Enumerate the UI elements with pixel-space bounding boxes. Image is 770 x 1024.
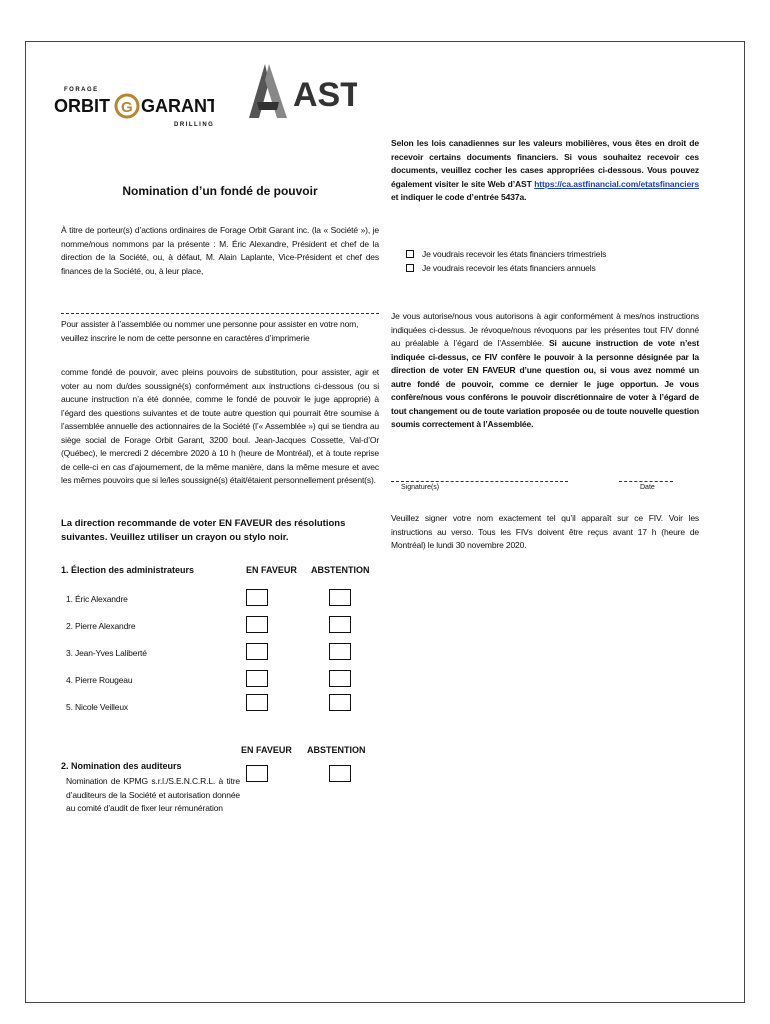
orbit-logo-right: GARANT [141, 96, 214, 116]
checkbox-quarterly-row[interactable] [406, 248, 706, 262]
signature-line[interactable] [391, 481, 568, 482]
nominee-5: 5. Nicole Veilleux [66, 702, 129, 712]
checkbox-annual-row[interactable] [406, 262, 706, 276]
section2-col-for: EN FAVEUR [241, 745, 292, 755]
section2-col-abstain: ABSTENTION [307, 745, 366, 755]
assist-note: Pour assister à l’assemblée ou nommer une personne pour assister en votre nom, veuillez inscrire le nom de cette personne en caractères d’imprimerie [61, 319, 359, 343]
section1-title: 1. Élection des administrateurs [61, 565, 195, 575]
nominee-2: 2. Pierre Alexandre [66, 621, 136, 631]
sign-note: Veuillez signer votre nom exactement tel qu’il apparaît sur ce FIV. Voir les instructions au verso. Tous les FIVs doivent être reçus avant 17 h (heure de Montréal) le lundi 30 novembre 2020. [391, 513, 699, 550]
nominee-5-abstain-box[interactable] [329, 694, 351, 711]
nominee-3-abstain-box[interactable] [329, 643, 351, 660]
financial-docs-text: Selon les lois canadiennes sur les valeurs mobilières, vous êtes en droit de recevoir certains documents financiers. Si vous souhaitez recevoir ces documents, veuillez cocher les cases appropriées ci-dessous. Vous pouvez également visiter le site Web d’AST [391, 138, 699, 189]
nominee-3: 3. Jean-Yves Laliberté [66, 648, 147, 658]
proxyholder-name-line[interactable] [61, 313, 379, 314]
nominee-4-for-box[interactable] [246, 670, 268, 687]
section2-title: 2. Nomination des auditeurs [61, 761, 182, 771]
checkbox-annual[interactable] [406, 264, 414, 272]
recommendation-text: La direction recommande de voter EN FAVEUR des résolutions suivantes. Veuillez utiliser un crayon ou stylo noir. [61, 518, 346, 543]
nominee-1-abstain-box[interactable] [329, 589, 351, 606]
intro-paragraph: À titre de porteur(s) d’actions ordinaires de Forage Orbit Garant inc. (la « Société »), je nomme/nous nommons par la présente : M. Éric Alexandre, Président et chef de la direction de la Société, ou, à défaut, M. Alain Laplante, Vice-Président et chef des finances de la Société, ou, à leur place, [61, 225, 379, 276]
section1-col-for: EN FAVEUR [246, 565, 297, 575]
nominee-5-for-box[interactable] [246, 694, 268, 711]
financial-docs-link[interactable]: https://ca.astfinancial.com/etatsfinanciers [534, 178, 699, 189]
financial-docs-code: et indiquer le code d’entrée 5437a. [391, 192, 527, 202]
nominee-2-abstain-box[interactable] [329, 616, 351, 633]
ast-logo-text: AST [293, 76, 357, 114]
orbit-logo-bottom: DRILLING [174, 122, 214, 128]
signature-label: Signature(s) [401, 484, 440, 491]
date-label: Date [640, 484, 655, 491]
orbit-garant-logo [54, 82, 214, 130]
ast-logo [247, 62, 357, 122]
nominee-2-for-box[interactable] [246, 616, 268, 633]
date-line[interactable] [619, 481, 673, 482]
authorization-bold-text: Si aucune instruction de vote n’est indiquée ci-dessus, ce FIV confère le pouvoir à la personne désignée par la direction de voter EN FAVEUR d’une question ou, si vous avez nommé un autre fondé de pouvoir, comme ce dernier le juge opportun. Je vous confère/nous vous conférons le pouvoir discrétionnaire de voter à l’égard de tout changement ou de toute variation proposée ou de toute nouvelle question soumis correctement à l’Assemblée. [391, 338, 699, 429]
checkbox-quarterly-label: Je voudrais recevoir les états financiers trimestriels [422, 249, 607, 259]
checkbox-quarterly[interactable] [406, 250, 414, 258]
authorization-text: Je vous autorise/nous vous autorisons à agir conformément à mes/nos instructions indiquées ci-dessus. Je révoque/nous révoquons par les présentes tout FIV donné au préalable à l’égard de l’Assemblée. [391, 311, 699, 348]
orbit-logo-left: ORBIT [54, 96, 110, 116]
section2-text: Nomination de KPMG s.r.l./S.E.N.C.R.L. à titre d’auditeurs de la Société et autorisation donnée au comité d’audit de fixer leur rémunération [66, 776, 240, 813]
section1-col-abstain: ABSTENTION [311, 565, 370, 575]
nominee-3-for-box[interactable] [246, 643, 268, 660]
proxy-body-paragraph: comme fondé de pouvoir, avec pleins pouvoirs de substitution, pour assister, agir et voter au nom du/des soussigné(s) conformément aux instructions ci-dessous (ou si aucune instruction n’a été donnée, comme le fondé de pouvoir le juge approprié) à l’égard des questions suivantes et de toute autre question qui pourrait être soumise à l’assemblée annuelle des actionnaires de la Société (l’« Assemblée ») qui se tiendra au siège social de Forage Orbit Garant, 3200 boul. Jean-Jacques Cossette, Val-d’Or (Québec), le mercredi 2 décembre 2020 à 10 h (heure de Montréal), et à toute reprise de celle-ci en cas d’ajournement, de la même manière, dans la même mesure et avec les mêmes pouvoirs que si le/les soussigné(s) était/étaient personnellement présent(s). [61, 367, 379, 485]
form-title: Nomination d’un fondé de pouvoir [122, 184, 318, 198]
financial-docs-paragraph [391, 137, 699, 205]
nominee-1-for-box[interactable] [246, 589, 268, 606]
nominee-4: 4. Pierre Rougeau [66, 675, 133, 685]
authorization-paragraph [391, 310, 699, 432]
auditors-abstain-box[interactable] [329, 765, 351, 782]
checkbox-annual-label: Je voudrais recevoir les états financiers annuels [422, 263, 596, 273]
auditors-for-box[interactable] [246, 765, 268, 782]
nominee-4-abstain-box[interactable] [329, 670, 351, 687]
nominee-1: 1. Éric Alexandre [66, 594, 128, 604]
orbit-logo-top: FORAGE [64, 87, 99, 93]
svg-text:G: G [121, 99, 133, 116]
